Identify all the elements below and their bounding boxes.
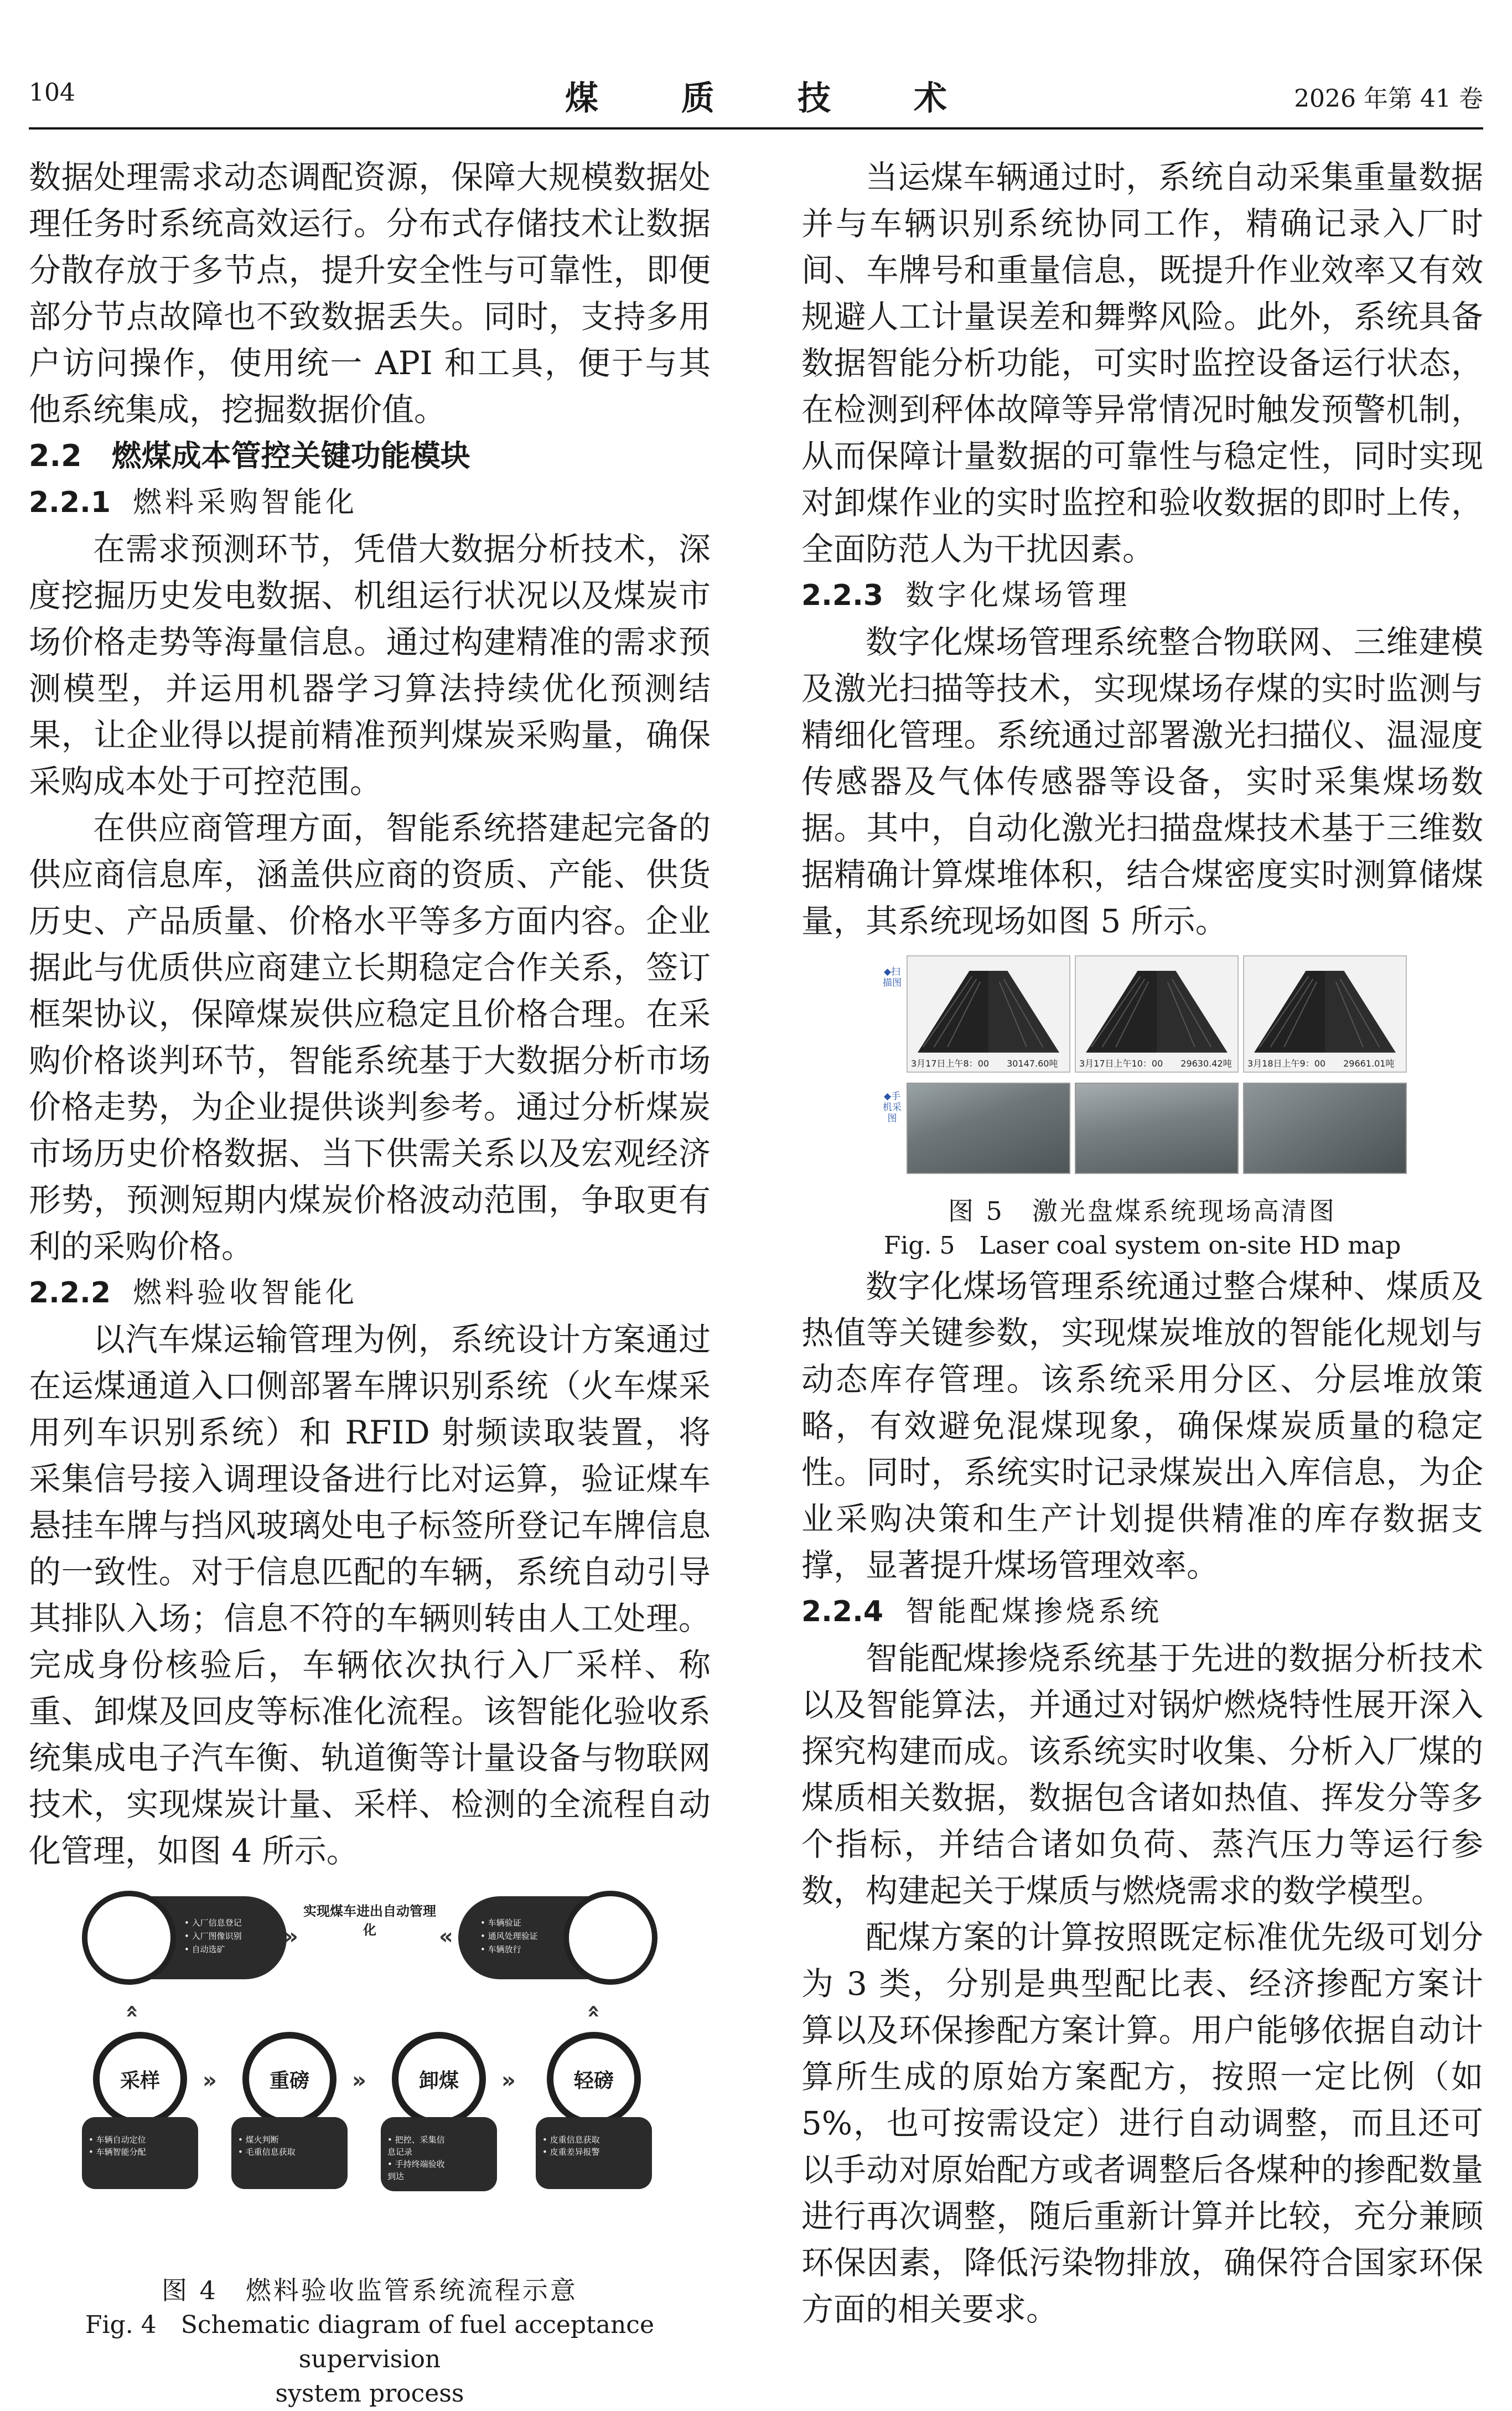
- stage-items: [381, 2117, 497, 2191]
- list-item: • 入厂信息登记: [184, 1918, 242, 1928]
- site-photo: [1243, 1083, 1407, 1174]
- section-title: 燃料验收智能化: [133, 1276, 358, 1310]
- paragraph: 数字化煤场管理系统通过整合煤种、煤质及热值等关键参数，实现煤炭堆放的智能化规划与动态库存管理。该系统采用分区、分层堆放策略，有效避免混煤现象，确保煤炭质量的稳定性。同时，系统实时记录煤炭出入库信息，为企业采购决策和生产计划提供精准的库存数据支撑，显著提升煤场管理效率。: [801, 1267, 1483, 1584]
- scan-image: [1254, 971, 1396, 1053]
- paragraph: 以汽车煤运输管理为例，系统设计方案通过在运煤通道入口侧部署车牌识别系统（火车煤采用列车识别系统）和 RFID 射频读取装置，将采集信号接入调理设备进行比对运算，验证煤车悬挂车牌与挡风玻璃处电子标签所登记车牌信息的一致性。对于信息匹配的车辆，系统自动引导其排队入场；信息不符的车辆则转由人工处理。完成身份核验后，车辆依次执行入厂采样、称重、卸煤及回皮等标准化流程。该智能化验收系统集成电子汽车衡、轨道衡等计量设备与物联网技术，实现煤炭计量、采样、检测的全流程自动化管理，如图 4 所示。: [29, 1321, 711, 1870]
- chevron-left-icon: «: [439, 1924, 453, 1949]
- list-item: • 车辆放行: [480, 1944, 521, 1954]
- chevron-up-icon: »: [118, 2004, 144, 2019]
- scan-label: ◆扫描图: [883, 966, 902, 989]
- figure-5-laser-coal-photos: [882, 955, 1402, 1188]
- list-item: • 毛重信息获取: [238, 2147, 296, 2157]
- list-item: • 车辆智能分配: [89, 2147, 146, 2157]
- right-column: [801, 154, 1483, 2332]
- volume-info: 2026 年第 41 卷: [1294, 85, 1483, 113]
- stage-items: [82, 2117, 198, 2189]
- figure-4-flow-diagram: [76, 1885, 663, 2267]
- section-heading-2-2-4: [801, 1589, 1483, 1635]
- stage-node: 重磅: [242, 2032, 336, 2126]
- scan-image: [918, 971, 1059, 1053]
- figure-4-caption-cn: 图 4 燃料验收监管系统流程示意: [162, 2275, 578, 2305]
- center-label: 实现煤车进出自动管理化: [303, 1903, 436, 1938]
- list-item: • 车辆验证: [480, 1918, 521, 1928]
- stage-node: 轻磅: [547, 2032, 641, 2126]
- section-number: 2.2.2: [29, 1276, 111, 1310]
- list-item: • 车辆自动定位: [89, 2135, 146, 2145]
- exit-node: [563, 1891, 657, 1985]
- enter-items: [184, 1916, 242, 1956]
- paragraph: 配煤方案的计算按照既定标准优先级可划分为 3 类，分别是典型配比表、经济掺配方案计算以及环保掺配方案计算。用户能够依据自动计算所生成的原始方案配方，按照一定比例（如 5%，也可按需设定）进行自动调整，而且还可以手动对原始配方或者调整后各煤种的掺配数量进行再次调整，随后重新计算并比较，充分兼顾环保因素，降低污染物排放，确保符合国家环保方面的相关要求。: [801, 1918, 1483, 2328]
- enter-pill: [87, 1896, 287, 1979]
- left-column: [29, 154, 711, 2411]
- chevron-up-icon: »: [579, 2004, 605, 2019]
- stage-node: 卸煤: [392, 2032, 486, 2126]
- scan-image: [1086, 971, 1228, 1053]
- stage-unloading: [381, 2032, 497, 2191]
- paragraph: 在供应商管理方面，智能系统搭建起完备的供应商信息库，涵盖供应商的资质、产能、供货历史、产品质量、价格水平等多方面内容。企业据此与优质供应商建立长期稳定合作关系，签订框架协议，保障煤炭供应稳定且价格合理。在采购价格谈判环节，智能系统基于大数据分析市场价格走势，为企业提供谈判参考。通过分析煤炭市场历史价格数据、当下供需关系以及宏观经济形势，预测短期内煤炭价格波动范围，争取更有利的采购价格。: [29, 809, 711, 1265]
- section-title: 燃料采购智能化: [133, 486, 358, 519]
- list-item: • 通风处理验证: [480, 1931, 538, 1941]
- figure-4-caption-en: Fig. 4 Schematic diagram of fuel acceptance supervision: [85, 2311, 654, 2373]
- scan-panel: [1243, 955, 1407, 1073]
- section-heading-2-2-3: [801, 572, 1483, 619]
- list-item: • 皮重差异报警: [542, 2147, 600, 2157]
- enter-node: [82, 1891, 176, 1985]
- scan-panel: [1075, 955, 1239, 1073]
- stage-items: [231, 2117, 348, 2189]
- journal-title: 煤质技术: [565, 79, 1030, 118]
- list-item: • 手持终端验收: [387, 2159, 445, 2169]
- section-title: 智能配煤掺烧系统: [905, 1595, 1163, 1628]
- paragraph: 智能配煤掺烧系统基于先进的数据分析技术以及智能算法，并通过对锅炉燃烧特性展开深入探究构建而成。该系统实时收集、分析入厂煤的煤质相关数据，数据包含诸如热值、挥发分等多个指标，并结合诸如负荷、蒸汽压力等运行参数，构建起关于煤质与燃烧需求的数学模型。: [801, 1639, 1483, 1910]
- stage-node: 采样: [93, 2032, 187, 2126]
- enter-label: 入厂: [108, 1928, 149, 1951]
- site-photo: [1075, 1083, 1239, 1174]
- section-heading-2-2-1: [29, 479, 711, 526]
- figure-5-caption-en: Fig. 5 Laser coal system on-site HD map: [883, 1232, 1401, 1260]
- list-item: 息记录: [387, 2147, 413, 2157]
- stage-gross-weight: [231, 2032, 348, 2189]
- section-number: 2.2.4: [801, 1595, 884, 1628]
- section-heading-2-2-2: [29, 1270, 711, 1316]
- stage-tare-weight: [536, 2032, 652, 2189]
- scan-timestamp: 3月17日上午10：00 29630.42吨: [1079, 1058, 1232, 1069]
- stage-sampling: [82, 2032, 198, 2189]
- section-title: 数字化煤场管理: [905, 579, 1131, 612]
- list-item: 到达: [387, 2171, 405, 2181]
- chevron-right-icon: »: [501, 2068, 516, 2093]
- site-photo: [907, 1083, 1070, 1174]
- scan-panel: [907, 955, 1070, 1073]
- paragraph: 数字化煤场管理系统整合物联网、三维建模及激光扫描等技术，实现煤场存煤的实时监测与精细化管理。系统通过部署激光扫描仪、温湿度传感器及气体传感器等设备，实时采集煤场数据。其中，自动化激光扫描盘煤技术基于三维数据精确计算煤堆体积，结合煤密度实时测算储煤量，其系统现场如图 5 所示。: [801, 623, 1483, 940]
- header-rule: [29, 127, 1483, 130]
- stage-items: [536, 2117, 652, 2189]
- chevron-right-icon: »: [284, 1924, 298, 1949]
- paragraph: 数据处理需求动态调配资源，保障大规模数据处理任务时系统高效运行。分布式存储技术让数据分散存放于多节点，提升安全性与可靠性，即便部分节点故障也不致数据丢失。同时，支持多用户访问操作，使用统一 API 和工具，便于与其他系统集成，挖掘数据价值。: [29, 158, 711, 428]
- section-heading-2-2: 2.2 燃煤成本管控关键功能模块: [29, 438, 470, 473]
- list-item: • 把控、采集信: [387, 2135, 445, 2145]
- list-item: • 入厂图像识别: [184, 1931, 242, 1941]
- figure-5-caption-cn: 图 5 激光盘煤系统现场高清图: [948, 1196, 1337, 1226]
- section-number: 2.2.1: [29, 486, 111, 519]
- list-item: • 皮重信息获取: [542, 2135, 600, 2145]
- chevron-right-icon: »: [203, 2068, 217, 2093]
- page-header: [29, 72, 1483, 122]
- section-number: 2.2.3: [801, 579, 884, 612]
- scan-timestamp: 3月17日上午8：00 30147.60吨: [911, 1058, 1058, 1069]
- scan-timestamp: 3月18日上午9：00 29661.01吨: [1247, 1058, 1395, 1069]
- figure-4-caption-en-2: system process: [275, 2379, 464, 2408]
- chevron-right-icon: »: [352, 2068, 366, 2093]
- exit-pill: [458, 1896, 652, 1979]
- exit-label: 出厂: [590, 1928, 630, 1951]
- list-item: • 自动选矿: [184, 1944, 225, 1954]
- photo-label: ◆手机采图: [883, 1091, 902, 1124]
- list-item: • 煤火判断: [238, 2135, 279, 2145]
- paragraph: 当运煤车辆通过时，系统自动采集重量数据并与车辆识别系统协同工作，精确记录入厂时间、车牌号和重量信息，既提升作业效率又有效规避人工计量误差和舞弊风险。此外，系统具备数据智能分析功能，可实时监控设备运行状态，在检测到秤体故障等异常情况时触发预警机制，从而保障计量数据的可靠性与稳定性，同时实现对卸煤作业的实时监控和验收数据的即时上传，全面防范人为干扰因素。: [801, 158, 1483, 568]
- paragraph: 在需求预测环节，凭借大数据分析技术，深度挖掘历史发电数据、机组运行状况以及煤炭市场价格走势等海量信息。通过构建精准的需求预测模型，并运用机器学习算法持续优化预测结果，让企业得以提前精准预判煤炭采购量，确保采购成本处于可控范围。: [29, 530, 711, 800]
- exit-items: [480, 1916, 538, 1956]
- page-number: 104: [29, 79, 75, 107]
